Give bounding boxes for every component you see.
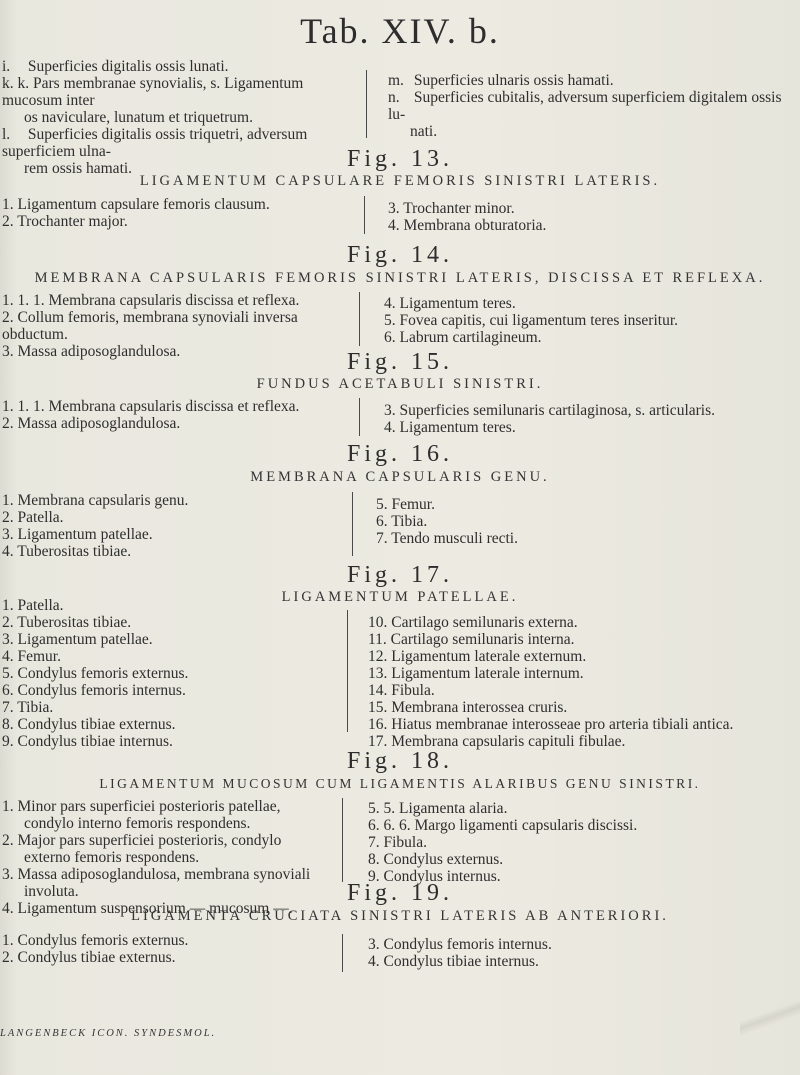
list-item: 4. Ligamentum teres. bbox=[384, 419, 516, 436]
figure-subtitle: LIGAMENTUM MUCOSUM CUM LIGAMENTIS ALARIBUS GENU SINISTRI. bbox=[99, 776, 701, 791]
list-item: nati. bbox=[410, 123, 438, 140]
figure-left-list bbox=[2, 597, 342, 750]
list-item: 3. Superficies semilunaris cartilaginosa, s. articularis. bbox=[384, 402, 716, 419]
figure-subtitle: LIGAMENTUM PATELLAE. bbox=[281, 589, 519, 605]
figure-right-list bbox=[368, 936, 793, 970]
list-item: 5. 5. Ligamenta alaria. bbox=[368, 800, 508, 817]
column-divider bbox=[366, 70, 367, 138]
list-item: 8. Condylus externus. bbox=[368, 851, 504, 868]
figure-right-list bbox=[376, 496, 791, 547]
figure-subtitle: MEMBRANA CAPSULARIS FEMORIS SINISTRI LATERIS, DISCISSA ET REFLEXA. bbox=[34, 270, 766, 286]
figure-subtitle: LIGAMENTUM CAPSULARE FEMORIS SINISTRI LATERIS. bbox=[139, 173, 661, 189]
figure-heading: Fig. 13. bbox=[346, 146, 453, 172]
list-item: 16. Hiatus membranae interosseae pro arteria tibiali antica. bbox=[368, 716, 734, 733]
figure-heading: Fig. 16. bbox=[346, 441, 453, 467]
list-item: 3. Condylus femoris internus. bbox=[368, 936, 552, 953]
list-item: 17. Membrana capsularis capituli fibulae. bbox=[368, 733, 626, 750]
list-item: 5. Condylus femoris externus. bbox=[2, 665, 189, 682]
list-item: 4. Ligamentum suspensorium — mucosum —. bbox=[2, 900, 293, 917]
figure-right-list bbox=[384, 295, 794, 346]
figure-heading: Fig. 18. bbox=[346, 748, 453, 774]
list-item: 6. 6. 6. Margo ligamenti capsularis discissi. bbox=[368, 817, 638, 834]
figure-right-list bbox=[368, 800, 793, 885]
list-item: 3. Massa adiposoglandulosa. bbox=[2, 343, 181, 360]
list-item: 6. Tibia. bbox=[376, 513, 428, 530]
column-divider bbox=[359, 292, 360, 346]
list-item: 8. Condylus tibiae externus. bbox=[2, 716, 176, 733]
paper-crease bbox=[740, 960, 800, 1075]
list-item: 13. Ligamentum laterale internum. bbox=[368, 665, 584, 682]
list-item: 15. Membrana interossea cruris. bbox=[368, 699, 568, 716]
plate-title: Tab. XIV. b. bbox=[300, 11, 500, 51]
list-item: 5. Fovea capitis, cui ligamentum teres inseritur. bbox=[384, 312, 679, 329]
list-item: 7. Tendo musculi recti. bbox=[376, 530, 518, 547]
list-item: 7. Tibia. bbox=[2, 699, 54, 716]
list-item: 5. Femur. bbox=[376, 496, 435, 513]
list-item: rem ossis hamati. bbox=[24, 160, 133, 177]
list-item: 3. Ligamentum patellae. bbox=[2, 631, 153, 648]
column-divider bbox=[342, 934, 343, 972]
list-item: n. Superficies cubitalis, adversum superficiem digitalem ossis lu- bbox=[388, 89, 782, 123]
list-item: m. Superficies ulnaris ossis hamati. bbox=[388, 72, 614, 89]
list-item: 2. Patella. bbox=[2, 509, 64, 526]
list-item: 1. Membrana capsularis genu. bbox=[2, 492, 189, 509]
list-item: 3. Massa adiposoglandulosa, membrana synoviali involuta. bbox=[2, 866, 311, 900]
list-item: 4. Tuberositas tibiae. bbox=[2, 543, 132, 560]
column-divider bbox=[347, 610, 348, 732]
list-item: 4. Ligamentum teres. bbox=[384, 295, 516, 312]
footer-citation: LANGENBECK ICON. SYNDESMOL. bbox=[0, 1028, 217, 1039]
figure-heading: Fig. 14. bbox=[346, 242, 453, 268]
list-item: 12. Ligamentum laterale externum. bbox=[368, 648, 587, 665]
figure-right-list bbox=[368, 614, 793, 750]
list-item: 3. Trochanter minor. bbox=[388, 200, 515, 217]
list-item: 2. Major pars superficiei posterioris, condylo externo femoris respondens. bbox=[2, 832, 282, 866]
list-item: 1. Ligamentum capsulare femoris clausum. bbox=[2, 196, 270, 213]
figure-subtitle: FUNDUS ACETABULI SINISTRI. bbox=[256, 376, 544, 392]
figure-subtitle: MEMBRANA CAPSULARIS GENU. bbox=[250, 469, 550, 485]
list-item: 1. 1. 1. Membrana capsularis discissa et reflexa. bbox=[2, 398, 300, 415]
figure-right-list bbox=[388, 200, 793, 234]
list-item: 4. Membrana obturatoria. bbox=[388, 217, 547, 234]
list-item: os naviculare, lunatum et triquetrum. bbox=[24, 109, 253, 126]
list-item: 3. Ligamentum patellae. bbox=[2, 526, 153, 543]
figure-left-list bbox=[2, 492, 342, 560]
list-item: 2. Collum femoris, membrana synoviali inversa obductum. bbox=[2, 309, 298, 343]
list-item: 1. 1. 1. Membrana capsularis discissa et reflexa. bbox=[2, 292, 300, 309]
list-item: i. Superficies digitalis ossis lunati. bbox=[2, 58, 229, 75]
column-divider bbox=[342, 798, 343, 882]
list-item: 9. Condylus tibiae internus. bbox=[2, 733, 173, 750]
list-item: 14. Fibula. bbox=[368, 682, 435, 699]
figure-right-list bbox=[384, 402, 794, 436]
list-item: 1. Condylus femoris externus. bbox=[2, 932, 189, 949]
column-divider bbox=[364, 196, 365, 234]
list-item: k. k. Pars membranae synovialis, s. Ligamentum mucosum inter bbox=[2, 75, 304, 109]
list-item: 10. Cartilago semilunaris externa. bbox=[368, 614, 578, 631]
column-divider bbox=[359, 398, 360, 436]
list-item: 2. Trochanter major. bbox=[2, 213, 128, 230]
list-item: 6. Labrum cartilagineum. bbox=[384, 329, 542, 346]
figure-left-list bbox=[2, 398, 352, 432]
list-item: l. Superficies digitalis ossis triquetri, adversum superficiem ulna- bbox=[2, 126, 308, 160]
figure-left-list bbox=[2, 932, 327, 966]
list-item: 1. Minor pars superficiei posterioris patellae, condylo interno femoris respondens. bbox=[2, 798, 281, 832]
figure-left-list bbox=[2, 196, 352, 230]
figure-heading: Fig. 15. bbox=[346, 349, 453, 375]
figure-subtitle: LIGAMENTA CRUCIATA SINISTRI LATERIS AB ANTERIORI. bbox=[131, 908, 669, 924]
list-item: 2. Condylus tibiae externus. bbox=[2, 949, 176, 966]
list-item: 6. Condylus femoris internus. bbox=[2, 682, 186, 699]
top-right-list bbox=[388, 72, 793, 140]
list-item: 2. Massa adiposoglandulosa. bbox=[2, 415, 181, 432]
column-divider bbox=[352, 492, 353, 556]
list-item: 4. Femur. bbox=[2, 648, 61, 665]
list-item: 2. Tuberositas tibiae. bbox=[2, 614, 132, 631]
list-item: 9. Condylus internus. bbox=[368, 868, 501, 885]
list-item: 7. Fibula. bbox=[368, 834, 427, 851]
figure-heading: Fig. 19. bbox=[346, 880, 453, 906]
list-item: 11. Cartilago semilunaris interna. bbox=[368, 631, 575, 648]
figure-heading: Fig. 17. bbox=[346, 562, 453, 588]
list-item: 4. Condylus tibiae internus. bbox=[368, 953, 539, 970]
list-item: 1. Patella. bbox=[2, 597, 64, 614]
